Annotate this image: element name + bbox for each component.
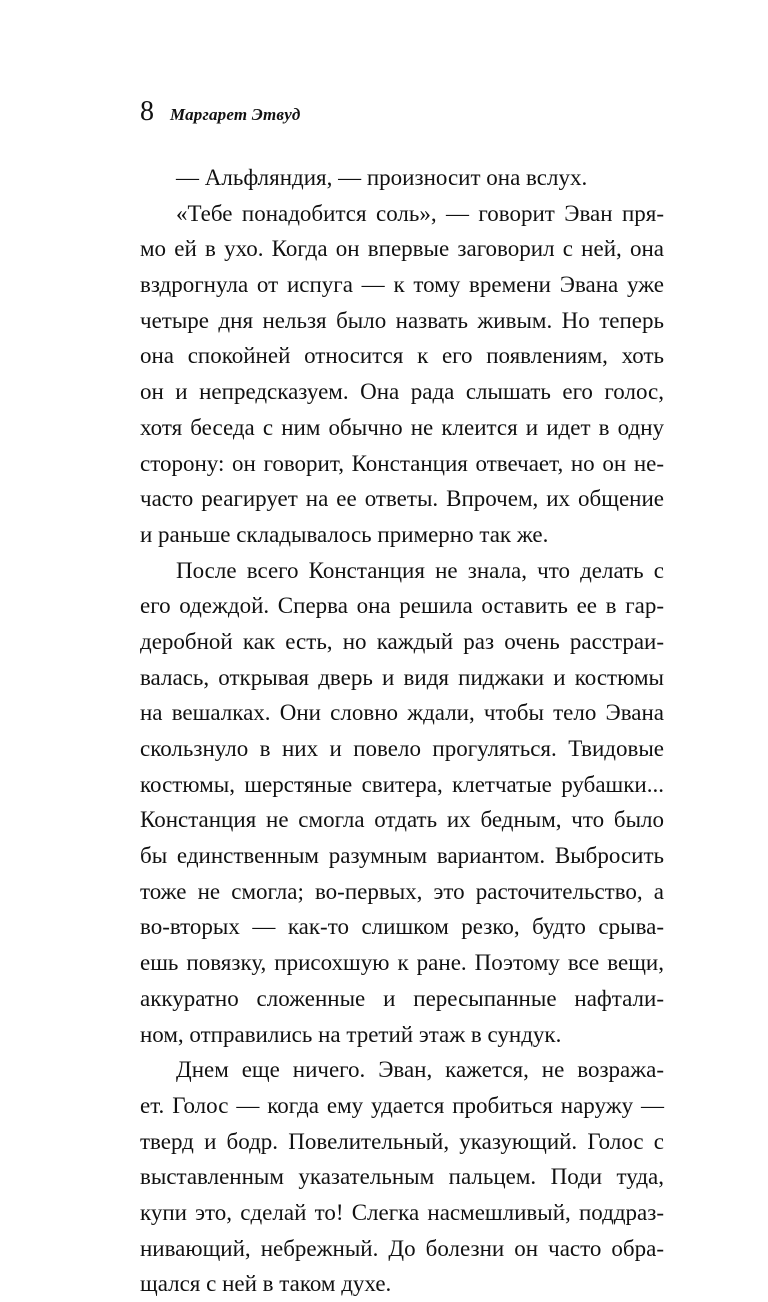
text-line: «Тебе понадобится соль», — говорит Эван пря- xyxy=(176,200,664,226)
text-line: и раньше складывалось примерно так же. xyxy=(140,521,549,547)
text-line: его одеждой. Сперва она решила оставить ее в гар- xyxy=(140,593,664,619)
text-line: на вешалках. Они словно ждали, чтобы тело Эвана xyxy=(140,700,664,726)
text-line: четыре дня нельзя было назвать живым. Но теперь xyxy=(140,307,664,333)
text-line: он и непредсказуем. Она рада слышать его голос, xyxy=(140,379,664,405)
text-line: щался с ней в таком духе. xyxy=(140,1271,392,1297)
text-line: во-вторых — как-то слишком резко, будто срыва- xyxy=(140,914,664,940)
text-line: скользнуло в них и повело прогуляться. Твидовые xyxy=(140,736,664,761)
text-line: тоже не смогла; во-первых, это расточительство, а xyxy=(140,878,664,904)
text-line: — Альфляндия, — произносит она вслух. xyxy=(176,165,588,190)
text-line: мо ей в ухо. Когда он впервые заговорил с ней, она xyxy=(140,236,664,262)
running-head-author: Маргарет Этвуд xyxy=(170,105,301,124)
text-line: она спокойней относится к его появлениям, хоть xyxy=(140,343,664,369)
text-line: аккуратно сложенные и пересыпанные нафтали- xyxy=(140,985,664,1011)
text-line: часто реагирует на ее ответы. Впрочем, их общение xyxy=(140,486,664,512)
text-line: выставленным указательным пальцем. Поди туда, xyxy=(140,1164,664,1190)
text-line: Днем еще ничего. Эван, кажется, не возража- xyxy=(176,1057,664,1083)
page-number: 8 xyxy=(140,96,154,127)
text-line: деробной как есть, но каждый раз очень расстраи- xyxy=(140,628,664,654)
text-line: ном, отправились на третий этаж в сундук. xyxy=(140,1021,562,1047)
running-head xyxy=(140,96,660,136)
body-text xyxy=(140,160,664,1302)
text-line: ешь повязку, присохшую к ране. Поэтому все вещи, xyxy=(140,950,664,976)
text-line: купи это, сделай то! Слегка насмешливый, поддраз- xyxy=(140,1199,664,1225)
text-line: сторону: он говорит, Констанция отвечает, но он не- xyxy=(140,450,664,476)
text-line: тверд и бодр. Повелительный, указующий. Голос с xyxy=(140,1128,664,1154)
text-line: валась, открывая дверь и видя пиджаки и костюмы xyxy=(140,664,664,690)
text-line: костюмы, шерстяные свитера, клетчатые рубашки... xyxy=(140,771,664,797)
text-line: нивающий, небрежный. До болезни он часто обра- xyxy=(140,1235,664,1261)
text-line: хотя беседа с ним обычно не клеится и идет в одну xyxy=(140,414,664,440)
text-line: вздрогнула от испуга — к тому времени Эвана уже xyxy=(140,272,664,298)
text-line: После всего Констанция не знала, что делать с xyxy=(176,557,664,583)
text-line: Констанция не смогла отдать их бедным, что было xyxy=(140,807,664,833)
text-line: бы единственным разумным вариантом. Выбросить xyxy=(140,843,664,869)
text-line: ет. Голос — когда ему удается пробиться наружу — xyxy=(140,1092,664,1118)
